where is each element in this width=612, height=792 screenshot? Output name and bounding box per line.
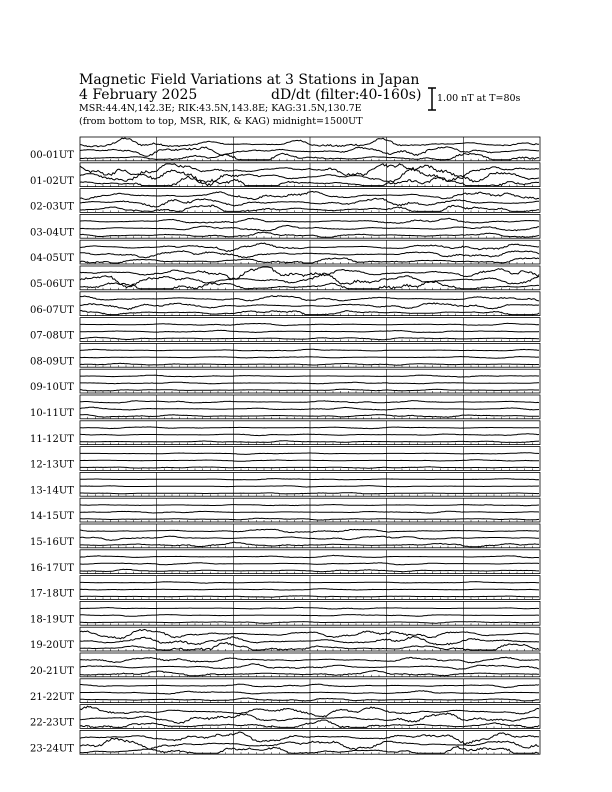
chart-date: 4 February 2025 [79, 87, 198, 103]
trace-msr [80, 427, 539, 429]
row-15-16UT [30, 524, 540, 548]
trace-rik [80, 511, 539, 513]
chart-title: Magnetic Field Variations at 3 Stations in Japan [79, 72, 420, 88]
row-label: 00-01UT [30, 150, 74, 161]
trace-msr [80, 218, 539, 223]
trace-rik [80, 198, 539, 207]
row-label: 02-03UT [30, 201, 74, 213]
row-05-06UT [30, 266, 540, 290]
row-label: 12-13UT [30, 459, 74, 471]
trace-rik [80, 303, 539, 310]
trace-msr [80, 684, 539, 688]
trace-rik [80, 273, 539, 288]
trace-rik [80, 407, 539, 410]
row-11-12UT [30, 421, 540, 445]
trace-rik [80, 460, 539, 462]
trace-msr [80, 657, 539, 663]
trace-kag [80, 441, 539, 443]
trace-msr [80, 375, 539, 377]
row-03-04UT [30, 214, 540, 238]
trace-kag [80, 596, 539, 597]
trace-kag [80, 518, 539, 520]
trace-kag [80, 698, 539, 701]
trace-msr [80, 243, 539, 252]
row-label: 05-06UT [30, 279, 74, 290]
trace-kag [80, 643, 539, 650]
trace-kag [80, 363, 539, 365]
trace-kag [80, 467, 539, 469]
row-20-21UT [30, 653, 540, 677]
station-coordinates: MSR:44.4N,142.3E; RIK:43.5N,143.8E; KAG:31.5N,130.7E [79, 103, 362, 114]
trace-rik [80, 147, 539, 156]
trace-msr [80, 607, 539, 609]
trace-msr [80, 706, 539, 717]
trace-rik [80, 434, 539, 436]
row-21-22UT [30, 679, 540, 703]
row-label: 09-10UT [30, 382, 74, 394]
row-19-20UT [30, 627, 540, 651]
trace-rik [80, 536, 539, 540]
row-13-14UT [30, 472, 540, 496]
row-01-02UT [30, 163, 540, 187]
row-07-08UT [30, 318, 540, 342]
trace-kag [80, 415, 539, 418]
row-16-17UT [30, 550, 540, 574]
scale-label: 1.00 nT at T=80s [437, 93, 521, 104]
trace-rik [80, 615, 539, 617]
trace-kag [80, 569, 539, 572]
trace-kag [80, 622, 539, 624]
trace-rik [80, 330, 539, 332]
trace-rik [80, 664, 539, 670]
trace-kag [80, 153, 539, 160]
trace-rik [80, 251, 539, 258]
row-00-01UT [30, 137, 540, 161]
trace-msr [80, 479, 539, 480]
row-label: 10-11UT [30, 408, 74, 419]
row-label: 18-19UT [30, 614, 74, 626]
row-label: 07-08UT [30, 330, 74, 342]
trace-msr [80, 453, 539, 455]
row-label: 01-02UT [30, 175, 74, 187]
trace-msr [80, 505, 539, 506]
row-label: 06-07UT [30, 304, 74, 316]
row-23-24UT [30, 730, 540, 754]
trace-rik [80, 168, 539, 186]
row-label: 11-12UT [30, 433, 74, 445]
trace-rik [80, 691, 539, 694]
row-04-05UT [30, 240, 540, 264]
row-label: 22-23UT [30, 717, 74, 729]
row-12-13UT [30, 447, 540, 471]
trace-msr [80, 349, 539, 351]
chart-subtitle: dD/dt (filter:40-160s) [271, 87, 422, 103]
row-18-19UT [30, 601, 540, 625]
trace-msr [80, 323, 539, 325]
trace-kag [80, 389, 539, 391]
trace-kag [80, 746, 539, 753]
trace-msr [80, 629, 539, 638]
row-label: 08-09UT [30, 356, 74, 368]
row-14-15UT [30, 498, 540, 522]
row-label: 16-17UT [30, 562, 74, 574]
row-label: 13-14UT [30, 485, 74, 497]
trace-msr [80, 555, 539, 558]
row-label: 14-15UT [30, 511, 74, 523]
row-17-18UT [30, 576, 540, 600]
row-09-10UT [30, 369, 540, 393]
scale-bar [428, 88, 436, 110]
trace-rik [80, 357, 539, 359]
row-08-09UT [30, 343, 540, 367]
row-10-11UT [30, 395, 540, 419]
trace-msr [80, 138, 539, 147]
trace-kag [80, 493, 539, 494]
trace-rik [80, 738, 539, 750]
trace-rik [80, 486, 539, 488]
trace-rik [80, 589, 539, 590]
trace-kag [80, 720, 539, 727]
row-22-23UT [30, 705, 540, 729]
trace-msr [80, 529, 539, 532]
trace-msr [80, 191, 539, 199]
row-label: 21-22UT [30, 691, 74, 703]
trace-rik [80, 382, 539, 384]
row-label: 20-21UT [30, 666, 74, 677]
row-label: 15-16UT [30, 537, 74, 548]
station-order-note: (from bottom to top, MSR, RIK, & KAG) midnight=1500UT [79, 116, 363, 127]
trace-kag [80, 281, 539, 289]
row-label: 03-04UT [30, 227, 74, 239]
trace-rik [80, 636, 539, 645]
row-02-03UT [30, 189, 540, 213]
trace-msr [80, 296, 539, 301]
row-label: 19-20UT [30, 640, 74, 652]
row-label: 23-24UT [30, 743, 74, 755]
trace-rik [80, 563, 539, 565]
trace-msr [80, 164, 539, 177]
row-label: 17-18UT [30, 588, 74, 600]
row-label: 04-05UT [30, 253, 74, 265]
trace-msr [80, 582, 539, 584]
trace-msr [80, 401, 539, 403]
trace-rik [80, 225, 539, 231]
row-06-07UT [30, 292, 540, 316]
